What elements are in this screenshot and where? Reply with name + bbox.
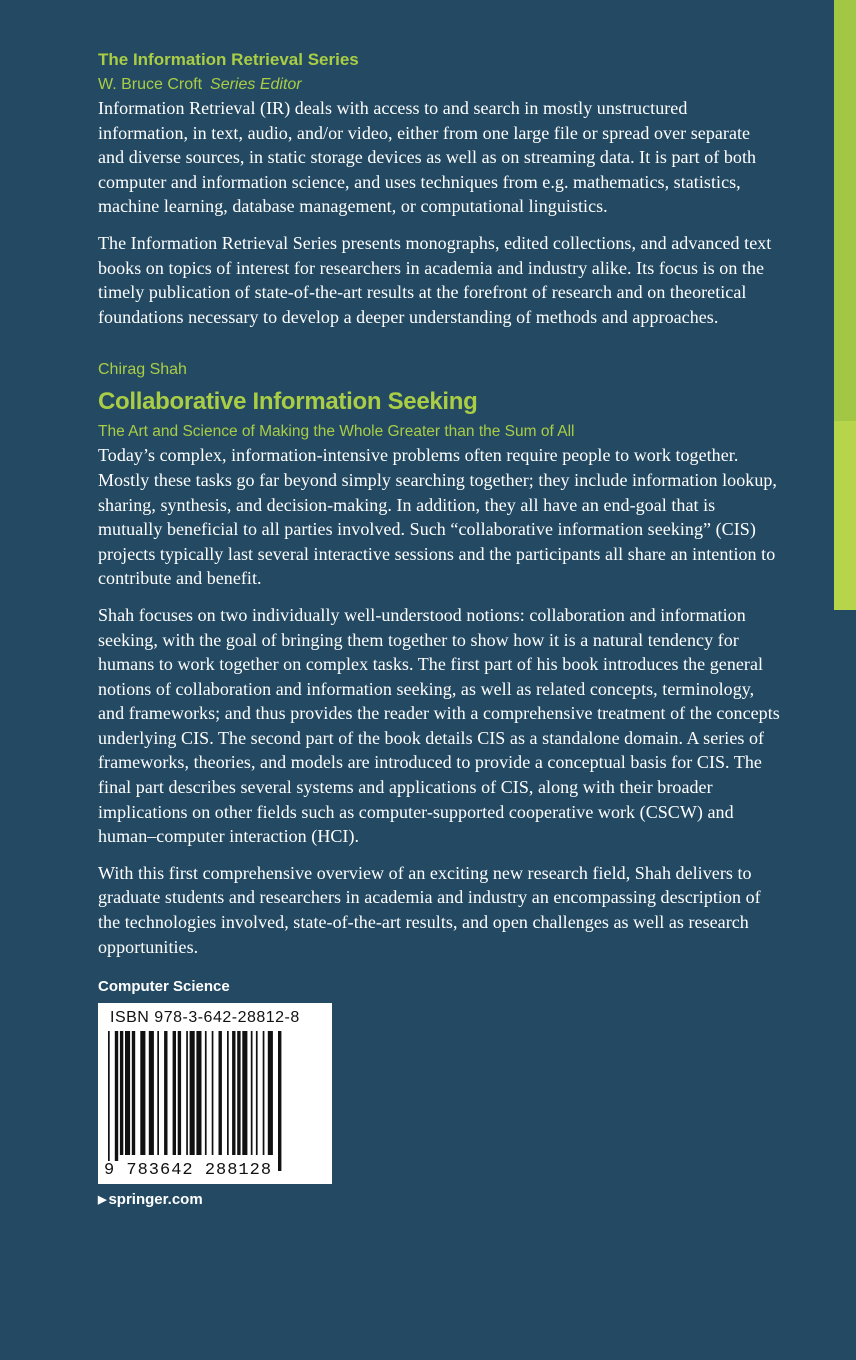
barcode-bar	[115, 1031, 118, 1171]
barcode-bar	[178, 1031, 181, 1155]
barcode-bar	[205, 1031, 207, 1155]
barcode-bar	[149, 1031, 154, 1155]
barcode-bar	[173, 1031, 176, 1155]
publisher-url: springer.com	[108, 1191, 203, 1209]
barcode-bar	[242, 1031, 247, 1155]
barcode-bar	[186, 1031, 188, 1155]
series-description-paragraph: Information Retrieval (IR) deals with access to and search in mostly unstructured information, in text, audio, and/or video, either from one large file or spread over separate and diverse sources, in static storage devices as well as on streaming data. It is part of both computer and information science, and uses techniques from e.g. mathematics, statistics, machine learning, database management, or computational linguistics.	[98, 98, 757, 217]
spine-color-strip	[834, 0, 856, 610]
book-description-paragraph: Today’s complex, information-intensive problems often require people to work together. Mostly these tasks go far beyond simply searching together; they include information lookup, sharing, synthesis, and decision-making. In addition, they all have an end-goal that is mutually beneficial to all parties involved. Such “collaborative information seeking” (CIS) projects typically last several interactive sessions and the participants all share an intention to contribute and benefit.	[98, 445, 777, 589]
barcode-bar	[120, 1031, 123, 1155]
subject-category: Computer Science	[98, 978, 230, 996]
barcode-bar	[232, 1031, 235, 1155]
back-cover-content	[98, 48, 780, 1210]
barcode-bar	[278, 1031, 281, 1171]
barcode-bar	[132, 1031, 135, 1155]
ean-number: 9 783642 288128	[104, 1161, 273, 1181]
barcode-bar	[190, 1031, 195, 1155]
barcode-bar	[237, 1031, 240, 1155]
barcode-bar	[164, 1031, 167, 1155]
book-description-paragraph: With this first comprehensive overview of an exciting new research field, Shah delivers to graduate students and researchers in academia and industry an encompassing description of the technologies involved, state-of-the-art results, and open challenges as well as research opportunities.	[98, 862, 761, 957]
barcode-bar	[219, 1031, 222, 1155]
barcode-bar	[140, 1031, 145, 1155]
isbn-barcode	[98, 1003, 332, 1184]
series-editor	[98, 74, 780, 96]
series-editor-name: W. Bruce Croft	[98, 76, 203, 93]
isbn-number: ISBN 978-3-642-28812-8	[110, 1009, 300, 1027]
barcode-bar	[196, 1031, 201, 1155]
series-title: The Information Retrieval Series	[98, 50, 359, 69]
book-description-paragraph: Shah focuses on two individually well-understood notions: collaboration and information seeking, with the goal of bringing them together to show how it is a natural tendency for humans to work together on complex tasks. The first part of his book introduces the general notions of collaboration and information seeking, as well as related concepts, terminology, and frameworks; and thus provides the reader with a comprehensive treatment of the concepts underlying CIS. The second part of the book details CIS as a standalone domain. A series of frameworks, theories, and models are introduced to provide a conceptual basis for CIS. The final part describes several systems and applications of CIS, along with their broader implications on other fields such as computer-supported cooperative work (CSCW) and human–computer interaction (HCI).	[98, 604, 780, 847]
barcode-bar	[251, 1031, 253, 1155]
barcode-bar	[268, 1031, 273, 1155]
arrow-right-icon: ▶	[98, 1194, 107, 1207]
book-title: Collaborative Information Seeking	[98, 388, 478, 416]
barcode-bar	[227, 1031, 229, 1155]
barcode-bar	[125, 1031, 130, 1155]
series-description-paragraph: The Information Retrieval Series presents monographs, edited collections, and advanced text books on topics of interest for researchers in academia and industry alike. Its focus is on the timely publication of state-of-the-art results at the forefront of research and on theoretical foundations necessary to develop a deeper understanding of methods and approaches.	[98, 232, 772, 327]
barcode-bar	[256, 1031, 258, 1155]
barcode-bars	[104, 1031, 326, 1171]
book-author: Chirag Shah	[98, 361, 187, 379]
barcode-bar	[108, 1031, 110, 1171]
barcode-bar	[212, 1031, 214, 1155]
barcode-bar	[157, 1031, 159, 1155]
publisher-link[interactable]	[98, 1190, 780, 1210]
series-editor-role: Series Editor	[210, 76, 302, 93]
barcode-bar	[263, 1031, 265, 1155]
book-subtitle: The Art and Science of Making the Whole Greater than the Sum of All	[98, 423, 575, 441]
